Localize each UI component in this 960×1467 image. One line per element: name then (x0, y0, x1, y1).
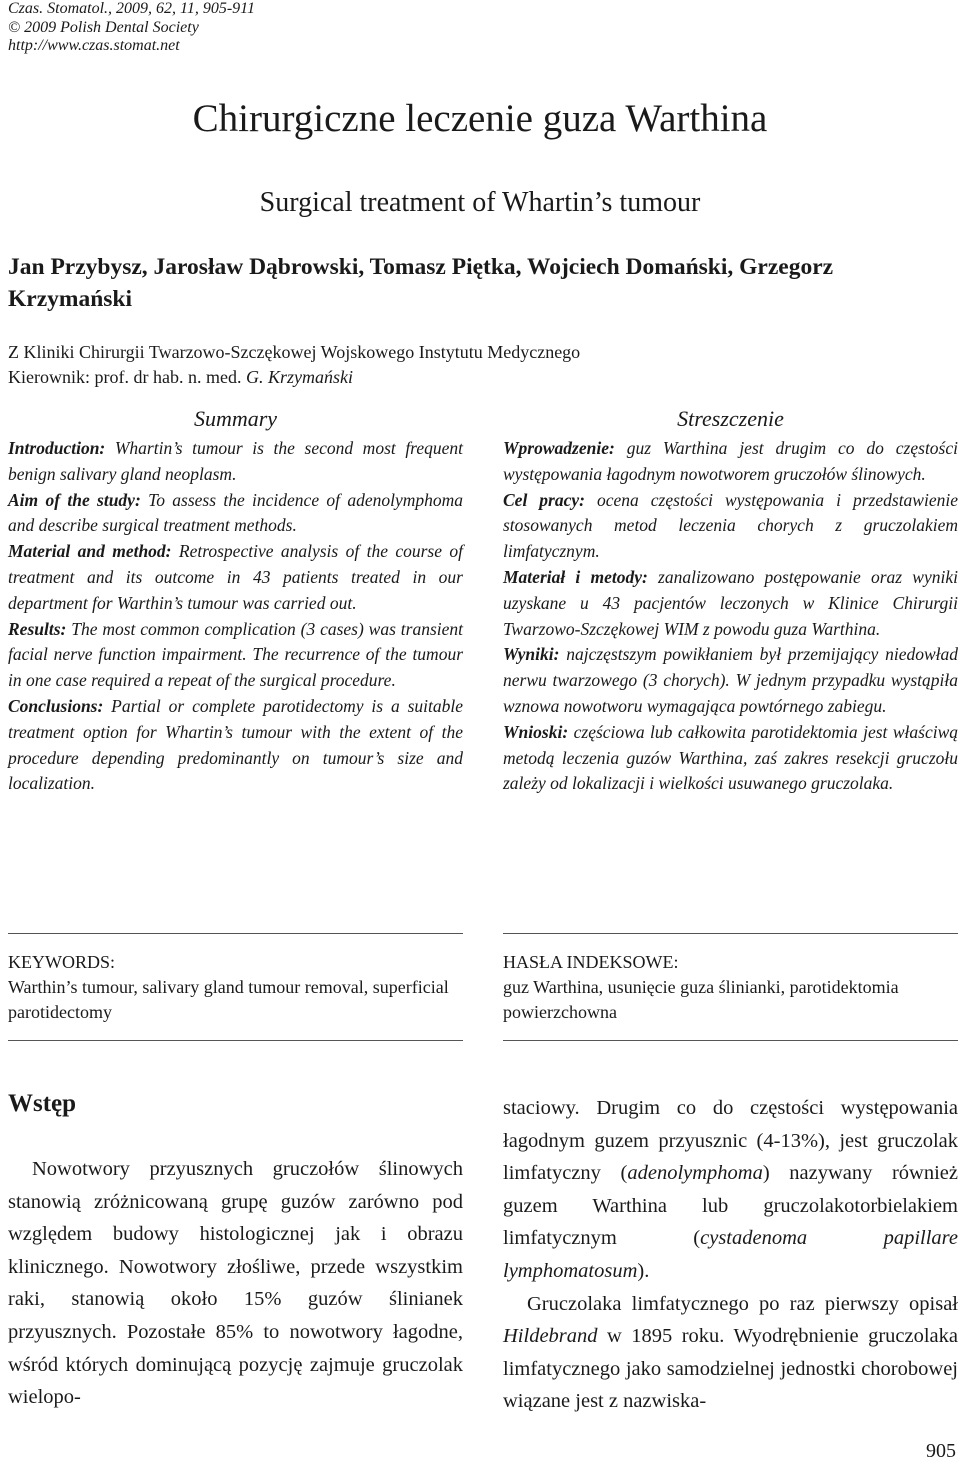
keywords-rule-top (8, 933, 463, 934)
streszczenie-method: Materiał i metody: zanalizowano postępowanie oraz wyniki uzyskane u 43 pacjentów leczonych w Klinice Chirurgii Twarzowo-Szczękowej WIM z powodu guza Warthina. (503, 566, 958, 639)
keywords-heading: KEYWORDS: (8, 952, 115, 972)
streszczenie-heading: Streszczenie (677, 406, 784, 431)
section-heading-wstep: Wstęp (8, 1090, 77, 1117)
body-paragraph: staciowy. Drugim co do częstości występowania łagodnym guzem przyusznic (4-13%), jest gruczolak limfatyczny (adenolymphoma) nazywany również guzem Warthina lub gruczolakotorbielakiem limfatycznym (cystadenoma papillare lymphomatosum). (503, 1097, 959, 1282)
streszczenie-conclusions: Wnioski: częściowa lub całkowita parotidektomia jest właściwą metodą leczenia guzów Warthina, zaś zakres resekcji gruczołu zależy od lokalizacji i wielkości usuwanego gruczolaka. (503, 721, 958, 794)
title-english: Surgical treatment of Whartin’s tumour (259, 187, 701, 218)
journal-header (8, 0, 255, 56)
hasla-heading: HASŁA INDEKSOWE: (503, 952, 679, 972)
summary-results: Results: The most common complication (3 cases) was transient facial nerve function impairment. The recurrence of the tumour in one case required a repeat of the surgical procedure. (8, 618, 463, 691)
hasla-block (503, 950, 958, 1025)
hasla-rule-bottom (503, 1040, 958, 1041)
body-left-column (8, 1153, 463, 1414)
streszczenie-introduction: Wprowadzenie: guz Warthina jest drugim co do częstości występowania łagodnym nowotworem gruczołów ślinowych. (503, 438, 958, 484)
summary-method: Material and method: Retrospective analysis of the course of treatment and its outcome in 43 patients treated in our department for Warthin’s tumour was carried out. (8, 541, 463, 613)
affiliation-department: Z Kliniki Chirurgii Twarzowo-Szczękowej Wojskowego Instytutu Medycznego (8, 342, 581, 362)
affiliation-head: Kierownik: prof. dr hab. n. med. G. Krzymański (8, 367, 353, 387)
streszczenie-abstract (503, 436, 958, 797)
keywords-text: Warthin’s tumour, salivary gland tumour removal, superficial parotidectomy (8, 977, 449, 1022)
streszczenie-results: Wyniki: najczęstszym powikłaniem był przemijający niedowład nerwu twarzowego (3 chorych). W jednym przypadku wystąpiła wznowa nowotworu wymagająca powtórnego zabiegu. (503, 644, 958, 716)
streszczenie-aim: Cel pracy: ocena częstości występowania i przedstawienie stosowanych metod leczenia chorych z gruczolakiem limfatycznym. (503, 489, 958, 562)
summary-heading: Summary (193, 406, 278, 431)
journal-url[interactable]: http://www.czas.stomat.net (8, 37, 180, 54)
summary-introduction: Introduction: Whartin’s tumour is the second most frequent benign salivary gland neoplasm. (8, 438, 463, 484)
summary-aim: Aim of the study: To assess the incidence of adenolymphoma and describe surgical treatment methods. (8, 489, 463, 536)
body-paragraph: Gruczolaka limfatycznego po raz pierwszy opisał Hildebrand w 1895 roku. Wyodrębnienie gruczolaka limfatycznego jako samodzielnej jednostki chorobowej wiązane jest z nazwiska- (503, 1292, 958, 1413)
body-paragraph: Nowotwory przyusznych gruczołów ślinowych stanowią zróżnicowaną grupę guzów zarówno pod względem budowy histologicznej jak i obrazu klinicznego. Nowotwory złośliwe, przede wszystkim raki, stanowią około 15% guzów ślinianek przyusznych. Pozostałe 85% to nowotwory łagodne, wśród których dominującą pozycję zajmuje gruczolak wielopo- (8, 1158, 463, 1409)
keywords-rule-bottom (8, 1040, 463, 1041)
summary-conclusions: Conclusions: Partial or complete parotidectomy is a suitable treatment option for Whartin’s tumour with the extent of the procedure depending predominantly on tumour’s size and localization. (8, 695, 463, 794)
head-name: G. Krzymański (245, 367, 353, 387)
hasla-rule-top (503, 933, 958, 934)
journal-citation: Czas. Stomatol., 2009, 62, 11, 905-911 (8, 0, 255, 17)
summary-abstract (8, 436, 463, 797)
journal-copyright: © 2009 Polish Dental Society (8, 18, 199, 36)
page-number: 905 (926, 1440, 956, 1462)
body-right-column (503, 1092, 958, 1418)
hasla-text: guz Warthina, usunięcie guza ślinianki, parotidektomia powierzchowna (503, 977, 899, 1022)
authors: Jan Przybysz, Jarosław Dąbrowski, Tomasz Piętka, Wojciech Domański, Grzegorz Krzymański (8, 254, 834, 312)
affiliation (8, 340, 958, 390)
title-polish: Chirurgiczne leczenie guza Warthina (192, 97, 768, 140)
keywords-block (8, 950, 463, 1025)
